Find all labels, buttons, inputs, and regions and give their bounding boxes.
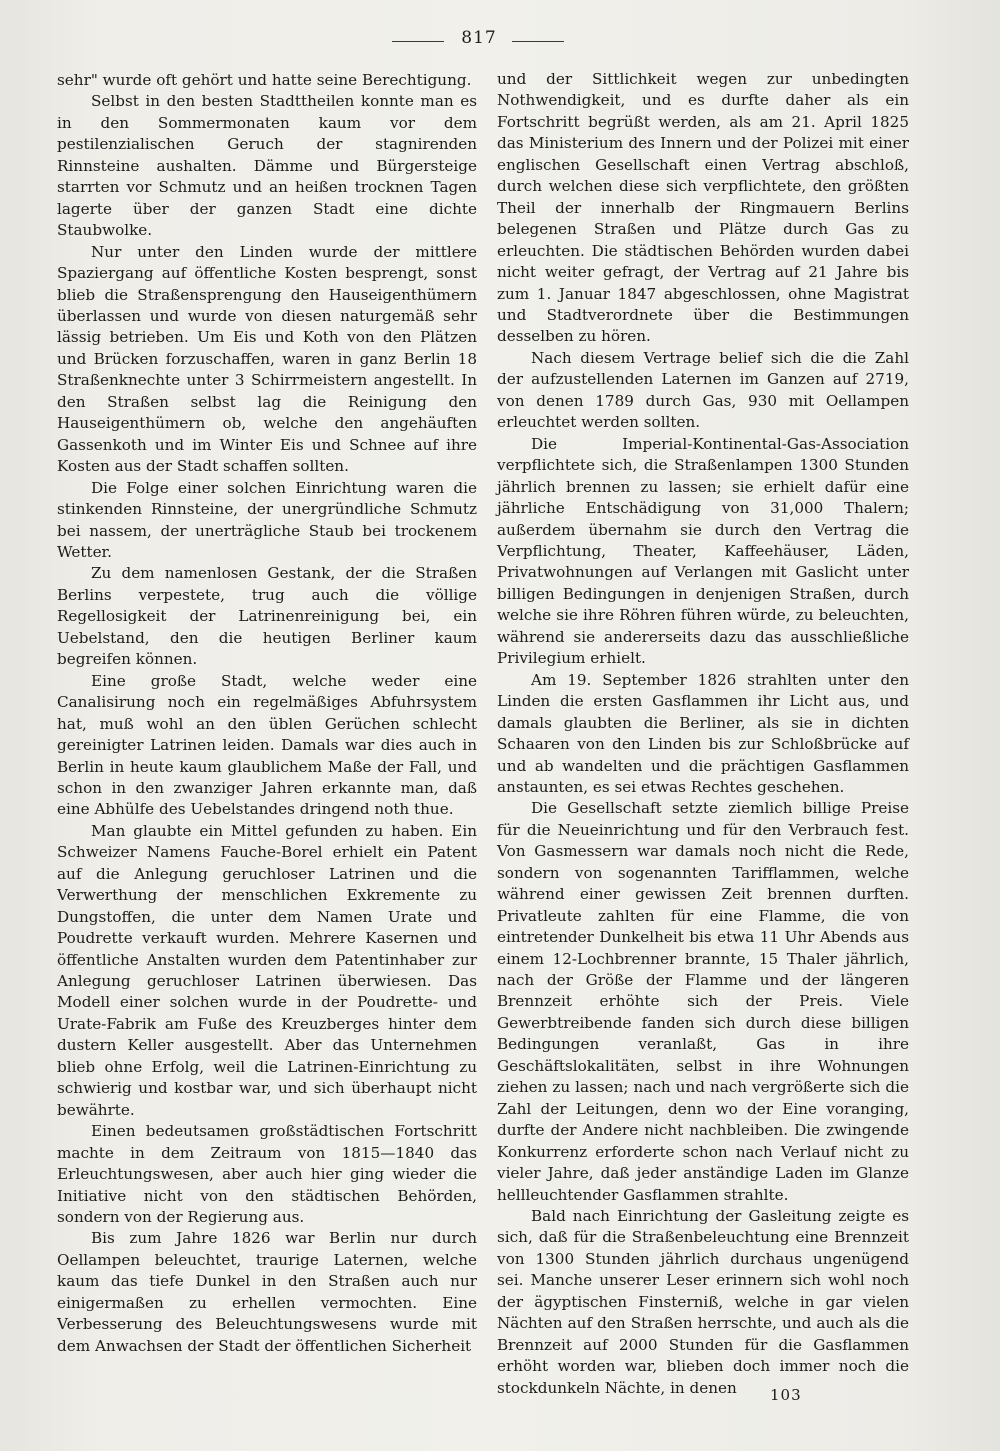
page-number: 817 bbox=[461, 28, 497, 48]
left-text-column bbox=[57, 70, 477, 1357]
right-text-column bbox=[497, 69, 909, 1399]
header-rule-left bbox=[392, 41, 444, 42]
paragraph: und der Sittlichkeit wegen zur unbedingten Nothwendigkeit, und es durfte daher als ein Fortschritt begrüßt werden, als am 21. April 1825 das Ministerium des Innern und der Polizei mit einer englischen Gesellschaft einen Vertrag abschloß, durch welchen diese sich verpflichtete, den größten Theil der innerhalb der Ringmauern Berlins belegenen Straßen und Plätze durch Gas zu erleuchten. Die städtischen Behörden wurden dabei nicht weiter gefragt, der Vertrag auf 21 Jahre bis zum 1. Januar 1847 abgeschlossen, ohne Magistrat und Stadtverordnete über die Bestimmungen desselben zu hören. bbox=[497, 70, 909, 346]
paragraph: Die Gesellschaft setzte ziemlich billige Preise für die Neueinrichtung und für den Verbrauch fest. Von Gasmessern war damals noch nicht die Rede, sondern von sogenannten Tarifflammen, welche während einer gewissen Zeit brennen durften. Privatleute zahlten für eine Flamme, die von eintretender Dunkelheit bis etwa 11 Uhr Abends aus einem 12-Lochbrenner brannte, 15 Thaler jährlich, nach der Größe der Flamme und der längeren Brennzeit erhöhte sich der Preis. Viele Gewerbtreibende fanden sich durch diese billigen Bedingungen veranlaßt, Gas in ihre Geschäftslokalitäten, selbst in ihre Wohnungen ziehen zu lassen; nach und nach vergrößerte sich die Zahl der Leitungen, denn wo der Eine voranging, durfte der Andere nicht nachbleiben. Die zwingende Konkurrenz erforderte schon nach Verlauf nicht zu vieler Jahre, daß jeder anständige Laden im Glanze hellleuchtender Gasflammen strahlte. bbox=[497, 799, 909, 1204]
paragraph: Die Folge einer solchen Einrichtung waren die stinkenden Rinnsteine, der unergründliche Schmutz bei nassem, der unerträgliche Staub bei trockenem Wetter. bbox=[57, 478, 477, 561]
signature-mark: 103 bbox=[770, 1386, 802, 1404]
page-header bbox=[0, 24, 1000, 54]
paragraph: Die Imperial-Kontinental-Gas-Association verpflichtete sich, die Straßenlampen 1300 Stunden jährlich brennen zu lassen; sie erhielt dafür eine jährliche Entschädigung von 31,000 Thalern; außerdem übernahm sie durch den Vertrag die Verpflichtung, Theater, Kaffeehäuser, Läden, Privatwohnungen auf Verlangen mit Gaslicht unter billigen Bedingungen in denjenigen Straßen, durch welche sie ihre Röhren führen würde, zu beleuchten, während sie andererseits dazu das ausschließliche Privilegium erhielt. bbox=[497, 434, 909, 668]
paragraph: Man glaubte ein Mittel gefunden zu haben. Ein Schweizer Namens Fauche-Borel erhielt ein Patent auf die Anlegung geruchloser Latrinen und die Verwerthung der menschlichen Exkremente zu Dungstoffen, die unter dem Namen Urate und Poudrette verkauft wurden. Mehrere Kasernen und öffentliche Anstalten wurden dem Patentinhaber zur Anlegung geruchloser Latrinen überwiesen. Das Modell einer solchen wurde in der Poudrette- und Urate-Fabrik am Fuße des Kreuzberges hinter dem dustern Keller ausgestellt. Aber das Unternehmen blieb ohne Erfolg, weil die Latrinen-Einrichtung zu schwierig und kostbar war, und sich überhaupt nicht bewährte. bbox=[57, 821, 477, 1119]
paragraph: Zu dem namenlosen Gestank, der die Straßen Berlins verpestete, trug auch die völlige Regellosigkeit der Latrinenreinigung bei, ein Uebelstand, den die heutigen Berliner kaum begreifen können. bbox=[57, 564, 477, 669]
header-rule-right bbox=[512, 41, 564, 42]
paragraph: Nach diesem Vertrage belief sich die die Zahl der aufzustellenden Laternen im Ganzen auf 2719, von denen 1789 durch Gas, 930 mit Oellampen erleuchtet werden sollten. bbox=[497, 348, 909, 432]
paragraph: Selbst in den besten Stadttheilen konnte man es in den Sommermonaten kaum vor dem pestilenzialischen Geruch der stagnirenden Rinnsteine aushalten. Dämme und Bürgersteige starrten vor Schmutz und an heißen trocknen Tagen lagerte über der ganzen Stadt eine dichte Staubwolke. bbox=[57, 92, 477, 240]
paragraph: Einen bedeutsamen großstädtischen Fortschritt machte in dem Zeitraum von 1815—1840 das Erleuchtungswesen, aber auch hier ging wieder die Initiative nicht von den städtischen Behörden, sondern von der Regierung aus. bbox=[57, 1122, 477, 1227]
paragraph: Bald nach Einrichtung der Gasleitung zeigte es sich, daß für die Straßenbeleuchtung eine Brennzeit von 1300 Stunden jährlich durchaus ungenügend sei. Manche unserer Leser erinnern sich wohl noch der ägyptischen Finsterniß, welche in gar vielen Nächten auf den Straßen herrschte, und auch als die Brennzeit auf 2000 Stunden für die Gasflammen erhöht worden war, blieben doch immer noch die stockdunkeln Nächte, in denen bbox=[497, 1207, 909, 1397]
paragraph: sehr" wurde oft gehört und hatte seine Berechtigung. bbox=[57, 71, 472, 89]
paragraph: Nur unter den Linden wurde der mittlere Spaziergang auf öffentliche Kosten besprengt, sonst blieb die Straßensprengung den Hauseigenthümern überlassen und wurde von diesen naturgemäß sehr lässig betrieben. Um Eis und Koth von den Plätzen und Brücken forzuschaffen, waren in ganz Berlin 18 Straßenknechte unter 3 Schirrmeistern angestellt. In den Straßen selbst lag die Reinigung den Hauseigenthümern ob, welche den angehäuften Gassenkoth und im Winter Eis und Schnee auf ihre Kosten aus der Stadt schaffen sollten. bbox=[57, 242, 477, 476]
paragraph: Eine große Stadt, welche weder eine Canalisirung noch ein regelmäßiges Abfuhrsystem hat, muß wohl an den üblen Gerüchen schlecht gereinigter Latrinen leiden. Damals war dies auch in Berlin in heute kaum glaublichem Maße der Fall, und schon in den zwanziger Jahren erkannte man, daß eine Abhülfe des Uebelstandes dringend noth thue. bbox=[57, 671, 477, 819]
paragraph: Bis zum Jahre 1826 war Berlin nur durch Oellampen beleuchtet, traurige Laternen, welche kaum das tiefe Dunkel in den Straßen auch nur einigermaßen zu erhellen vermochten. Eine Verbesserung des Beleuchtungswesens wurde mit dem Anwachsen der Stadt der öffentlichen Sicherheit bbox=[57, 1229, 477, 1355]
paragraph: Am 19. September 1826 strahlten unter den Linden die ersten Gasflammen ihr Licht aus, und damals glaubten die Berliner, als sie in dichten Schaaren von den Linden bis zur Schloßbrücke auf und ab wandelten und die prächtigen Gasflammen anstaunten, es sei etwas Rechtes geschehen. bbox=[497, 670, 909, 796]
